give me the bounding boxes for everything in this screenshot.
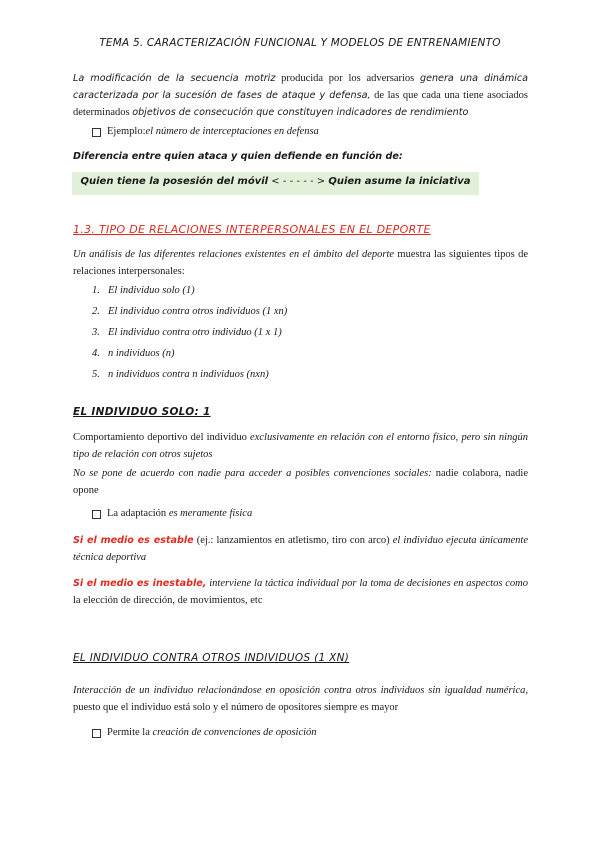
solo-paragraph-4 [73, 575, 528, 609]
example-bullet [92, 125, 319, 139]
intro-paragraph [73, 70, 528, 121]
solo-paragraph-3 [73, 532, 528, 566]
intro-phrase-1: La modificación de la secuencia motriz [73, 73, 276, 84]
list-number: 3. [92, 327, 100, 338]
solo-paragraph-1 [73, 429, 528, 463]
list-item [92, 327, 282, 338]
adaptation-value: es meramente física [168, 508, 253, 519]
unstable-text: interviene la táctica individual por la toma de decisiones en aspectos [206, 578, 506, 589]
solo-p2-italic: No se pone de acuerdo con nadie para acceder a posibles convenciones sociales: [73, 468, 432, 479]
example-label: Ejemplo: [107, 126, 146, 137]
list-text: El individuo solo (1) [108, 285, 195, 296]
checkbox-icon [92, 128, 101, 137]
checkbox-icon [92, 729, 101, 738]
list-text: El individuo contra otro individuo (1 x 1) [108, 327, 282, 338]
list-text: n individuos (n) [108, 348, 175, 359]
list-item [92, 285, 195, 296]
intro-phrase-5: objetivos de consecución que constituyen indicadores de rendimiento [132, 107, 469, 118]
initiative-label: Quien asume la iniciativa [328, 176, 471, 187]
contra-heading: EL INDIVIDUO CONTRA OTROS INDIVIDUOS (1 XN) [73, 652, 350, 664]
checkbox-icon [92, 510, 101, 519]
list-text: n individuos contra n individuos (nxn) [108, 369, 269, 380]
page-title: TEMA 5. CARACTERIZACIÓN FUNCIONAL Y MODELOS DE ENTRENAMIENTO [99, 37, 501, 49]
possession-label: Quien tiene la posesión del móvil [80, 176, 269, 187]
unstable-medium-label: Si el medio es inestable, [73, 578, 207, 589]
list-item [92, 348, 175, 359]
difference-heading: Diferencia entre quien ataca y quien defiende en función de: [73, 151, 403, 162]
list-item [92, 369, 269, 380]
solo-p1-text: Comportamiento deportivo del individuo [73, 432, 251, 443]
intro-phrase-3: genera una dinámica caracterizada por la sucesión de fases de ataque y defensa, [73, 73, 528, 101]
intro-phrase-2: producida por los adversarios [275, 73, 420, 84]
section-paragraph [73, 246, 528, 280]
highlight-text [72, 176, 479, 187]
intro-phrase-4: de las que cada una tiene asociados determinados [73, 90, 528, 118]
unstable-example: la elección de dirección, de movimientos, etc [73, 595, 263, 606]
list-item [92, 306, 287, 317]
opposition-bullet [92, 726, 317, 740]
example-value: el número de interceptaciones en defensa [145, 126, 319, 137]
solo-paragraph-2 [73, 465, 528, 499]
list-number: 5. [92, 369, 100, 380]
section-phrase-1: Un análisis de las diferentes relaciones existentes en el ámbito del deporte [73, 249, 395, 260]
solo-p1-italic: exclusivamente en relación con el entorno físico, pero sin ningún tipo de relación con otros sujetos [73, 432, 528, 460]
list-number: 1. [92, 285, 100, 296]
opposition-label: Permite la [107, 727, 153, 738]
solo-heading: EL INDIVIDUO SOLO: 1 [73, 406, 211, 418]
stable-result: el individuo ejecuta únicamente técnica deportiva [73, 535, 528, 563]
list-number: 4. [92, 348, 100, 359]
stable-example: (ej.: lanzamientos en atletismo, tiro con arco) [193, 535, 393, 546]
adaptation-label: La adaptación [107, 508, 169, 519]
contra-p1-italic: Interacción de un individuo relacionándose en oposición contra otros individuos sin igualdad numérica, [73, 685, 528, 696]
adaptation-bullet [92, 507, 252, 521]
list-number: 2. [92, 306, 100, 317]
contra-paragraph [73, 682, 528, 716]
section-phrase-2: muestra las siguientes tipos de relaciones interpersonales: [73, 249, 528, 277]
stable-medium-label: Si el medio es estable [73, 535, 194, 546]
opposition-value: creación de convenciones de oposición [152, 727, 317, 738]
double-arrow: < - - - - - > [268, 176, 329, 187]
solo-p2-text: nadie colabora, nadie opone [73, 468, 528, 496]
contra-p1-text: puesto que el individuo está solo y el número de opositores siempre es mayor [73, 702, 399, 713]
list-text: El individuo contra otros individuos (1 xn) [108, 306, 288, 317]
section-heading: 1.3. TIPO DE RELACIONES INTERPERSONALES EN EL DEPORTE [73, 223, 431, 236]
unstable-como: como [505, 578, 528, 589]
